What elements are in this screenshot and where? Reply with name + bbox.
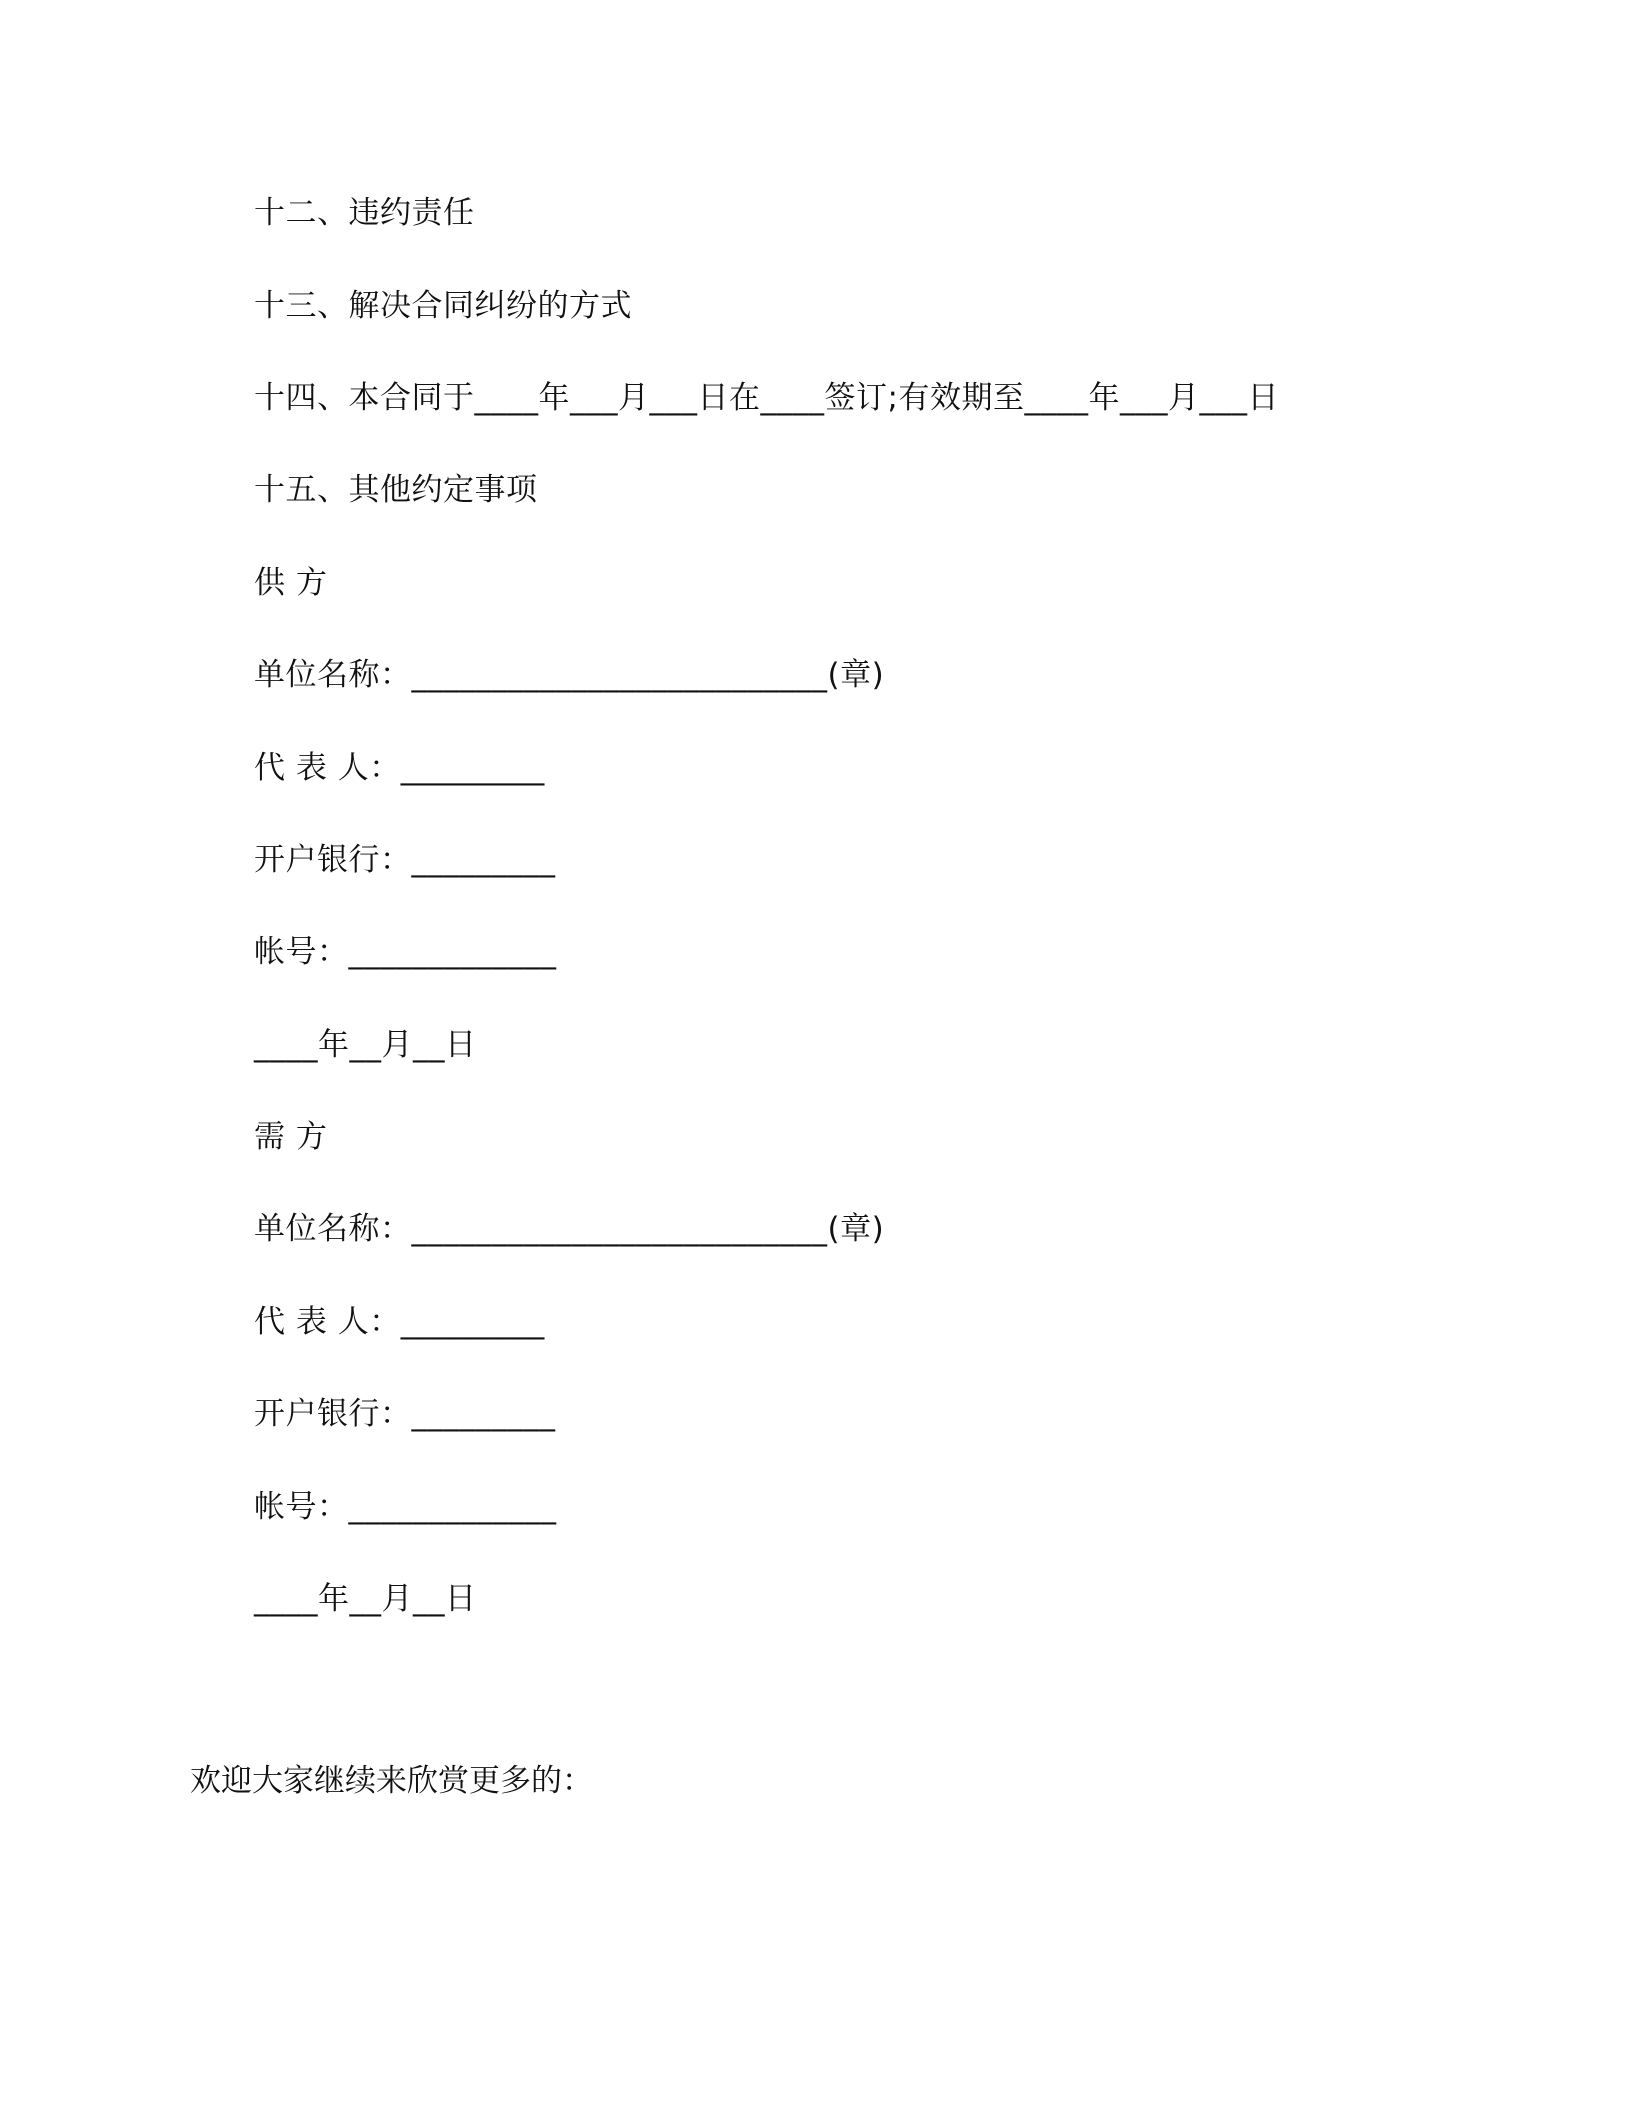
buyer-bank: 开户银行：_________ bbox=[254, 1396, 556, 1432]
footer-text: 欢迎大家继续来欣赏更多的： bbox=[190, 1763, 593, 1799]
clause-14: 十四、本合同于____年___月___日在____签订;有效期至____年___月___日 bbox=[254, 380, 1279, 416]
supplier-date: ____年__月__日 bbox=[254, 1027, 477, 1063]
clause-15: 十五、其他约定事项 bbox=[254, 472, 538, 508]
buyer-date: ____年__月__日 bbox=[254, 1581, 477, 1617]
clause-13: 十三、解决合同纠纷的方式 bbox=[254, 288, 632, 324]
supplier-unit-name: 单位名称：__________________________(章) bbox=[254, 657, 885, 693]
buyer-heading: 需 方 bbox=[254, 1119, 328, 1155]
clause-12: 十二、违约责任 bbox=[254, 195, 475, 231]
buyer-account: 帐号：_____________ bbox=[254, 1489, 557, 1525]
buyer-unit-name: 单位名称：__________________________(章) bbox=[254, 1211, 885, 1247]
supplier-account: 帐号：_____________ bbox=[254, 934, 557, 970]
supplier-representative: 代 表 人：_________ bbox=[254, 750, 545, 786]
supplier-bank: 开户银行：_________ bbox=[254, 842, 556, 878]
supplier-heading: 供 方 bbox=[254, 565, 328, 601]
buyer-representative: 代 表 人：_________ bbox=[254, 1304, 545, 1340]
